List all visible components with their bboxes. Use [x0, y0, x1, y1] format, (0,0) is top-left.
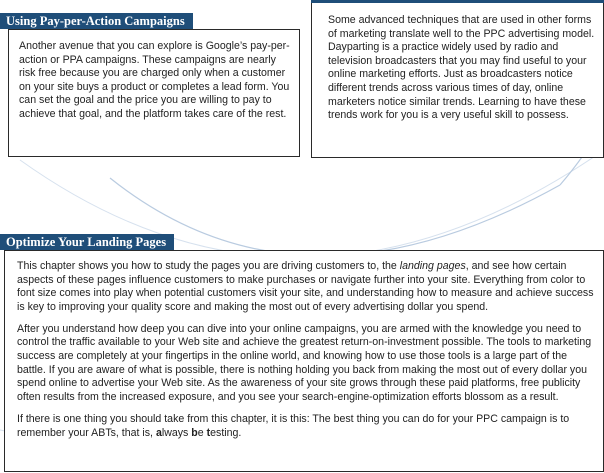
landing-pages-section-box [4, 250, 604, 472]
dayparting-section-box [311, 3, 604, 158]
landing-pages-emphasis: landing pages [399, 260, 466, 272]
ppa-section-heading: Using Pay-per-Action Campaigns [0, 13, 193, 29]
dayparting-body-text: Some advanced techniques that are used in other forms of marketing translate well to the PPC advertising model. Dayparting is a practice widely used by radio and television broadcasters that you may find useful to your online marketing efforts. Just as broadcasters notice different trends across various times of day, online marketers notice similar trends. Learning to have these trends work for you is a very useful skill to possess. [328, 14, 595, 122]
landing-pages-section-heading: Optimize Your Landing Pages [0, 234, 174, 250]
ppa-section-box [8, 29, 300, 157]
ppa-body-text: Another avenue that you can explore is Google’s pay-per-action or PPA campaigns. These campaigns are nearly risk free because you are charged only when a customer on your site buys a product or completes a lead form. You can set the goal and the price you are willing to pay to achieve that goal, and the platform takes care of the rest. [19, 40, 290, 120]
landing-paragraph-1: This chapter shows you how to study the pages you are driving customers to, the landing pages, and see how certain aspects of these pages influence customers to make purchases or navigate further into your site. Everything from color to font size comes into play when potential customers visit your site, and understanding how to measure and achieve success is key to improving your quality score and making the most out of every advertising dollar you spend. [17, 260, 594, 313]
landing-paragraph-2: After you understand how deep you can dive into your online campaigns, you are armed with the knowledge you need to control the traffic available to your Web site and achieve the greatest return-on-investment possible. The tools to marketing success are completely at your fingertips in the online world, and knowing how to use those tools is a large part of the battle. If you are aware of what is possible, there is nothing holding you back from making the most out of every dollar you spend online to advertise your Web site. As the awareness of your site grows through these paid platforms, free publicity often results from the increased exposure, and you see your search-engine-optimization efforts blossom as a result. [17, 322, 592, 403]
landing-paragraph-3: If there is one thing you should take from this chapter, it is this: The best thing you can do for your PPC campaign is to remember your ABTs, that is, always be testing. [17, 412, 570, 439]
